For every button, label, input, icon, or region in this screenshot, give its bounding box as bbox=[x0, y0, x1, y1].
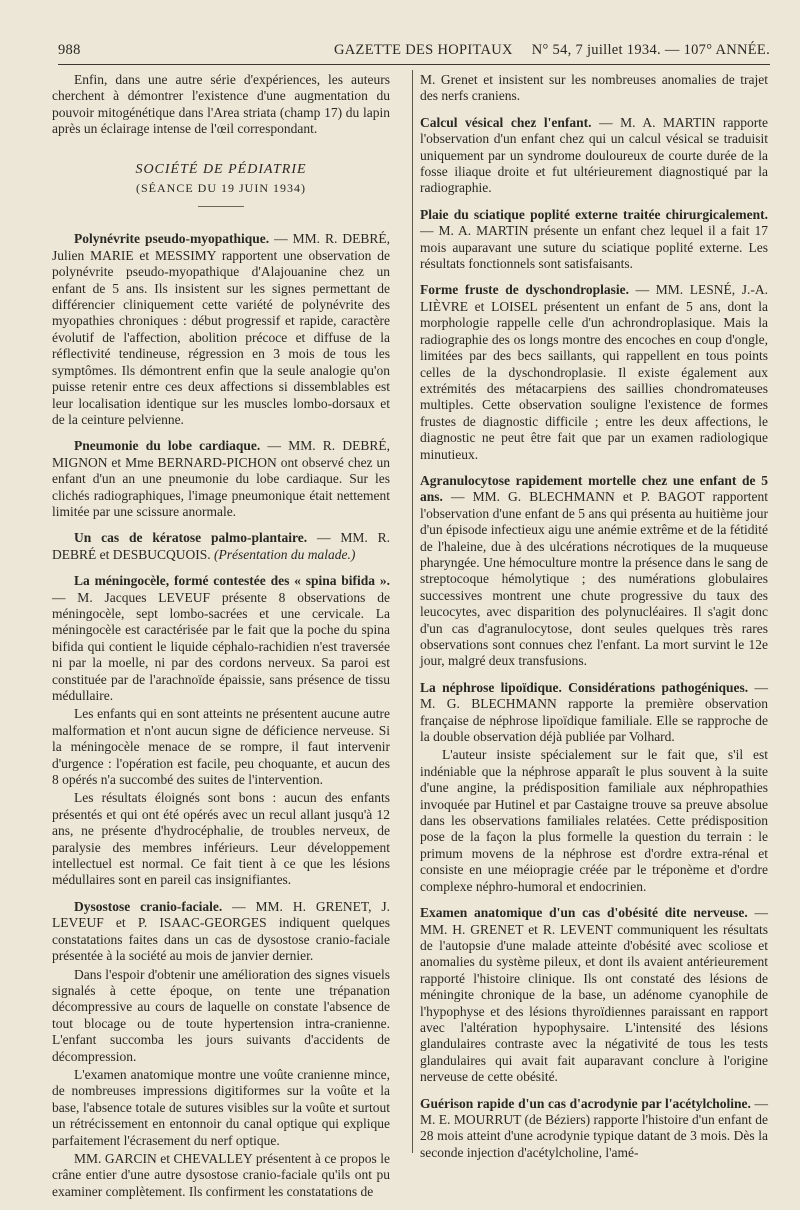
article-text: — M. Jacques LEVEUF présente 8 observations de méningocèle, sept lombo-sacrées et une cervicale. La méningocèle est caractérisée par le fait que la poche du spina bifida qui contient le liquide céphalo-rachidien n'est traversée ni par la moelle, ni par des cordons nerveux. Sa paroi est constituée par de l'arachnoïde épaissie, sans présence de tissu médullaire. bbox=[52, 589, 390, 703]
article-paragraph: L'examen anatomique montre une voûte cranienne mince, de nombreuses impressions digitiformes sur la voûte et la base, l'absence totale de sutures visibles sur la voûte et surtout un rétrécissement en entonnoir du canal optique qui explique parfaitement l'écrasement du nerf optique. bbox=[52, 1066, 390, 1148]
article-paragraph: Les enfants qui en sont atteints ne présentent aucune autre malformation et n'ont aucun signe de déficience nerveuse. Si la méningocèle menace de se rompre, il faut intervenir d'urgence : l'opération est facile, peu choquante, et aucun des 8 opérés n'a succombé des suites de l'intervention. bbox=[52, 706, 390, 788]
article-sciatique bbox=[420, 207, 768, 273]
intro-paragraph: Enfin, dans une autre série d'expériences, les auteurs cherchent à démontrer l'existence d'une augmentation du pouvoir mitogénétique dans l'Area striata (champ 17) du lapin après un éclairage intense de l'œil correspondant. bbox=[52, 72, 390, 137]
article-paragraph: Dans l'espoir d'obtenir une amélioration des signes visuels signalés à cette époque, on tente une trépanation décompressive au cours de laquelle on constate l'absence de tout blocage ou de toute hypertension intra-cranienne. L'enfant succomba les jours suivants d'accidents de décompression. bbox=[52, 966, 390, 1064]
article-keratose bbox=[52, 530, 390, 563]
article-text: — MM. G. BLECHMANN et P. BAGOT rapportent l'observation d'une enfant de 5 ans qui présenta au huitième jour d'un épisode infectieux aigu une anémie extrême et de la fétidité de l'haleine, due à des ulcérations nécrotiques de la muqueuse pharyngée. Une hémoculture montre la présence dans le sang de streptocoque hémolytique ; des numérations globulaires successives montrent une chute progressive du taux des leucocytes, avec disparition des polynucléaires. Il s'agit donc d'un cas d'agranulocytose, dont seules quelques très rares observations sont connues chez l'enfant. La mort survint le 12e jour, malgré deux transfusions. bbox=[420, 489, 768, 669]
section-rule bbox=[198, 206, 244, 207]
article-nephrose bbox=[420, 680, 768, 895]
right-column bbox=[420, 72, 768, 1171]
article-title: Guérison rapide d'un cas d'acrodynie par l'acétylcholine. bbox=[420, 1095, 751, 1111]
article-agranulocytose bbox=[420, 473, 768, 670]
article-text: — M. G. BLECHMANN rapporte la première observation française de néphrose lipoïdique familiale. Elle se rapproche de la double observation déjà publiée par Volhard. bbox=[420, 679, 769, 745]
article-meningocele bbox=[52, 573, 390, 889]
article-paragraph: L'auteur insiste spécialement sur le fait que, s'il est indéniable que la néphrose apparaît le plus souvent à la suite d'une angine, la prédisposition familiale aux néphropathies invoquée par Hutinel et par Castaigne trouve sa preuve absolue dans les observations familiales relatées. Cette prédisposition pose de la façon la plus formelle la question du terrain : le primum movens de la néphrose est d'ordre extra-rénal et consiste en une méiopragie créée par le tréponème et d'ordre complexe néphro-humoral et endocrinien. bbox=[420, 747, 768, 894]
journal-title: GAZETTE DES HOPITAUX bbox=[334, 42, 513, 58]
article-polynevrite bbox=[52, 231, 390, 428]
article-text: — MM. H. GRENET et R. LEVENT communiquent les résultats de l'autopsie d'une malade atteinte d'obésité avec scoliose et anomalies du système pileux, et dont ils avaient antérieurement rapporté l'histoire clinique. Ils ont constaté des lésions de méningite chronique de la base, un adénome cyanophile de l'hypophyse et des lésions thyroïdiennes paraissant en rapport avec l'altération hypophysaire. L'intensité des lésions glandulaires contraste avec la négativité de tous les tests glandulaires qui avait fait auparavant conclure à l'origine nerveuse de cette obésité. bbox=[420, 905, 769, 1085]
article-title: Dysostose cranio-faciale. bbox=[74, 898, 223, 914]
article-title: Forme fruste de dyschondroplasie. bbox=[420, 282, 629, 298]
article-text: — M. A. MARTIN rapporte l'observation d'un enfant chez qui un calcul vésical se traduisit uniquement par un syndrome douloureux de courte durée de la fosse iliaque droite et fut ultérieurement diagnostiqué par la radiographie. bbox=[420, 114, 768, 196]
article-note: (Présentation du malade.) bbox=[214, 546, 356, 562]
article-title: Agranulocytose rapidement mortelle chez une enfant de 5 ans. bbox=[420, 472, 768, 505]
article-calcul bbox=[420, 115, 768, 197]
article-title: Plaie du sciatique poplité externe traitée chirurgicalement. bbox=[420, 206, 768, 222]
article-text: — MM. H. GRENET, J. LEVEUF et P. ISAAC-GEORGES indiquent quelques constatations faites dans un cas de dysostose cranio-faciale présentée à la société au mois de janvier dernier. bbox=[52, 898, 390, 964]
article-pneumonie bbox=[52, 438, 390, 520]
article-text: — MM. LESNÉ, J.-A. LIÈVRE et LOISEL présentent un enfant de 5 ans, dont la morphologie rappelle celle d'un achrondroplasique. Mais la radiographie des os longs montre des encoches en coup d'ongle, limitées par des becs saillants, qui rappellent en tous points celles de la dyschondroplasie. Il existe également aux extrémités des métacarpiens des saillies chondromateuses multiples. Cette observation souligne l'existence de formes frustes de diagnostic difficile ; entre les deux affections, le diagnostic ne peut être fait que par un examen radiologique minutieux. bbox=[420, 282, 768, 462]
article-title: Un cas de kératose palmo-plantaire. bbox=[74, 530, 308, 546]
article-title: Polynévrite pseudo-myopathique. bbox=[74, 231, 270, 247]
article-obesite bbox=[420, 905, 768, 1085]
article-paragraph: MM. GARCIN et CHEVALLEY présentent à ce propos le crâne entier d'une autre dysostose cranio-faciale qu'ils ont pu examiner complètement. Ils confirment les constatations de bbox=[52, 1150, 390, 1199]
header-rule bbox=[58, 64, 770, 65]
continued-paragraph: M. Grenet et insistent sur les nombreuses anomalies de trajet des nerfs craniens. bbox=[420, 72, 768, 104]
article-text: — M. E. MOURRUT (de Béziers) rapporte l'histoire d'un enfant de 28 mois atteint d'une acrodynie typique datant de 3 mois. Dès la seconde injection d'acétylcholine, l'amé- bbox=[420, 1095, 768, 1160]
issue-info: N° 54, 7 juillet 1934. — 107° ANNÉE. bbox=[531, 42, 770, 58]
column-divider bbox=[412, 70, 413, 1153]
session-date: (SÉANCE DU 19 JUIN 1934) bbox=[136, 181, 306, 196]
article-text: — MM. R. DEBRÉ, MIGNON et Mme BERNARD-PICHON ont observé chez un enfant d'un an une pneumonie du lobe cardiaque. Sur les clichés radiographiques, l'image pneumonique était nettement limitée par une scissure anormale. bbox=[52, 438, 390, 519]
article-title: Pneumonie du lobe cardiaque. bbox=[74, 438, 261, 454]
article-title: Calcul vésical chez l'enfant. bbox=[420, 114, 592, 130]
article-title: Examen anatomique d'un cas d'obésité dite nerveuse. bbox=[420, 905, 748, 921]
page-number: 988 bbox=[58, 42, 81, 58]
article-title: La néphrose lipoïdique. Considérations pathogéniques. bbox=[420, 679, 749, 695]
article-dyschondroplasie bbox=[420, 282, 768, 462]
article-text: — MM. R. DEBRÉ et DESBUCQUOIS. bbox=[52, 530, 390, 562]
article-title: La méningocèle, formé contestée des « spina bifida ». bbox=[74, 573, 390, 589]
article-text: — M. A. MARTIN présente un enfant chez lequel il a fait 17 mois auparavant une suture du sciatique poplité externe. Les résultats fonctionnels sont satisfaisants. bbox=[420, 223, 768, 272]
society-heading: SOCIÉTÉ DE PÉDIATRIE bbox=[135, 161, 307, 177]
article-acrodynie bbox=[420, 1096, 768, 1162]
page-header bbox=[58, 38, 770, 62]
left-column bbox=[52, 72, 390, 1210]
article-dysostose bbox=[52, 899, 390, 1200]
article-paragraph: Les résultats éloignés sont bons : aucun des enfants présentés et qui ont été opérés avec un recul allant jusqu'à 12 ans, ne présente d'hydrocéphalie, de troubles nerveux, de paralysie des membres inférieurs. Leur développement intellectuel est normal. Ce fait tient à ce que les lésions médullaires sont en pareil cas insignifiantes. bbox=[52, 790, 390, 888]
article-text: — MM. R. DEBRÉ, Julien MARIE et MESSIMY rapportent une observation de polynévrite pseudo-myopathique d'Alajouanine chez un enfant de 5 ans. Ils insistent sur les signes permettant de différencier cliniquement cette variété de polynévrite des myopathies chroniques : début progressif et rapide, caractère évolutif de l'affection, abolition précoce et diffuse de la réflectivité tendineuse, régression en 3 mois de tous les symptômes. Ils démontrent enfin que la seule analogie qu'on puisse retenir entre ces deux affections si dissemblables est leur localisation identique sur les muscles lombo-dorsaux et de la ceinture pelvienne. bbox=[52, 231, 391, 427]
